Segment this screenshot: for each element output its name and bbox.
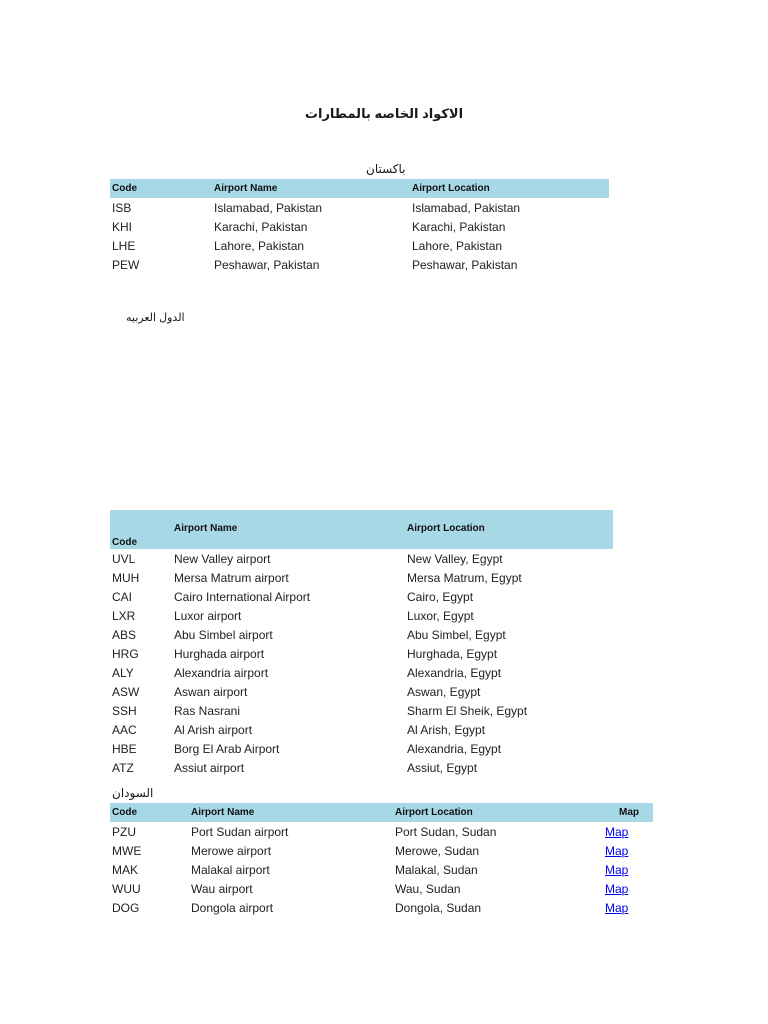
cell-airport-location: Peshawar, Pakistan [412,257,518,272]
table-row [110,255,609,274]
cell-map [603,841,653,860]
table-header-row [110,510,613,549]
cell-airport-name: Dongola airport [191,900,274,915]
header-code: Code [110,179,212,198]
map-link[interactable]: Map [605,843,629,858]
cell-code: ASW [112,684,140,699]
table-row [110,587,613,606]
table-row [110,549,613,568]
cell-airport-location: Wau, Sudan [395,881,461,896]
cell-airport-name: Assiut airport [174,760,245,775]
cell-airport-name: Borg El Arab Airport [174,741,280,756]
cell-code: HRG [112,646,139,661]
page-title: الاكواد الخاصه بالمطارات [304,106,464,121]
pakistan-table [110,179,609,274]
cell-code: MUH [112,570,140,585]
cell-airport-location: Mersa Matrum, Egypt [407,570,522,585]
table-row [110,236,609,255]
table-row [110,822,653,841]
cell-code: ALY [112,665,134,680]
cell-airport-location: Alexandria, Egypt [407,665,502,680]
cell-code: ATZ [112,760,134,775]
cell-airport-name: Abu Simbel airport [174,627,273,642]
header-airport-name: Airport Name [212,179,410,198]
map-link[interactable]: Map [605,900,629,915]
map-link[interactable]: Map [605,881,629,896]
egypt-table [110,510,613,777]
cell-code: KHI [112,219,133,234]
cell-airport-name: Mersa Matrum airport [174,570,289,585]
sudan-table [110,803,653,917]
cell-airport-location: Cairo, Egypt [407,589,474,604]
cell-code: LHE [112,238,136,253]
table-row [110,606,613,625]
cell-airport-location: Aswan, Egypt [407,684,481,699]
cell-code: MWE [112,843,142,858]
table-row [110,720,613,739]
cell-airport-name: Al Arish airport [174,722,253,737]
cell-code: UVL [112,551,136,566]
header-code: Code [110,803,189,822]
table-row [110,625,613,644]
map-link[interactable]: Map [605,862,629,877]
table-row [110,644,613,663]
table-row [110,568,613,587]
table-row [110,217,609,236]
cell-code: MAK [112,862,139,877]
cell-airport-name: Malakal airport [191,862,270,877]
cell-airport-location: Al Arish, Egypt [407,722,486,737]
cell-airport-name: Aswan airport [174,684,248,699]
cell-airport-location: Merowe, Sudan [395,843,480,858]
table-row [110,879,653,898]
cell-airport-location: Malakal, Sudan [395,862,478,877]
cell-airport-location: Luxor, Egypt [407,608,474,623]
cell-airport-location: Assiut, Egypt [407,760,478,775]
header-airport-location: Airport Location [410,179,609,198]
cell-airport-name: Wau airport [191,881,253,896]
cell-code: DOG [112,900,140,915]
table-row [110,682,613,701]
cell-airport-location: Islamabad, Pakistan [412,200,521,215]
sudan-caption: السودان [112,786,154,800]
cell-map [603,898,653,917]
cell-code: AAC [112,722,137,737]
cell-code: PZU [112,824,136,839]
cell-airport-location: Port Sudan, Sudan [395,824,497,839]
header-code: Code [110,510,172,549]
cell-code: ISB [112,200,132,215]
cell-map [603,879,653,898]
cell-airport-name: Merowe airport [191,843,272,858]
cell-airport-name: Alexandria airport [174,665,269,680]
cell-airport-name: Hurghada airport [174,646,265,661]
map-link[interactable]: Map [605,824,629,839]
cell-code: ABS [112,627,137,642]
table-row [110,663,613,682]
cell-map [603,860,653,879]
cell-code: LXR [112,608,136,623]
cell-airport-location: New Valley, Egypt [407,551,503,566]
cell-airport-name: Peshawar, Pakistan [214,257,320,272]
table-row [110,898,653,917]
cell-airport-location: Dongola, Sudan [395,900,482,915]
table-row [110,841,653,860]
cell-airport-location: Abu Simbel, Egypt [407,627,506,642]
cell-code: PEW [112,257,140,272]
table-row [110,758,613,777]
cell-airport-location: Alexandria, Egypt [407,741,502,756]
table-row [110,198,609,217]
table-row [110,701,613,720]
header-airport-location: Airport Location [393,803,603,822]
cell-airport-location: Lahore, Pakistan [412,238,503,253]
cell-airport-name: Cairo International Airport [174,589,311,604]
cell-code: WUU [112,881,141,896]
header-map: Map [603,803,653,822]
cell-airport-location: Karachi, Pakistan [412,219,506,234]
cell-code: HBE [112,741,137,756]
header-airport-name: Airport Name [189,803,393,822]
cell-airport-name: Ras Nasrani [174,703,241,718]
cell-code: CAI [112,589,133,604]
cell-airport-name: New Valley airport [174,551,271,566]
cell-airport-name: Luxor airport [174,608,242,623]
cell-airport-location: Hurghada, Egypt [407,646,498,661]
cell-airport-location: Sharm El Sheik, Egypt [407,703,528,718]
cell-airport-name: Port Sudan airport [191,824,289,839]
pakistan-caption: باكستان [366,162,406,176]
cell-airport-name: Lahore, Pakistan [214,238,305,253]
cell-map [603,822,653,841]
header-airport-location: Airport Location [405,510,613,549]
cell-airport-name: Islamabad, Pakistan [214,200,323,215]
arab-countries-caption: الدول العربيه [126,312,185,324]
table-row [110,860,653,879]
cell-airport-name: Karachi, Pakistan [214,219,308,234]
table-header-row [110,179,609,198]
cell-code: SSH [112,703,137,718]
table-header-row [110,803,653,822]
header-airport-name: Airport Name [172,510,405,549]
table-row [110,739,613,758]
